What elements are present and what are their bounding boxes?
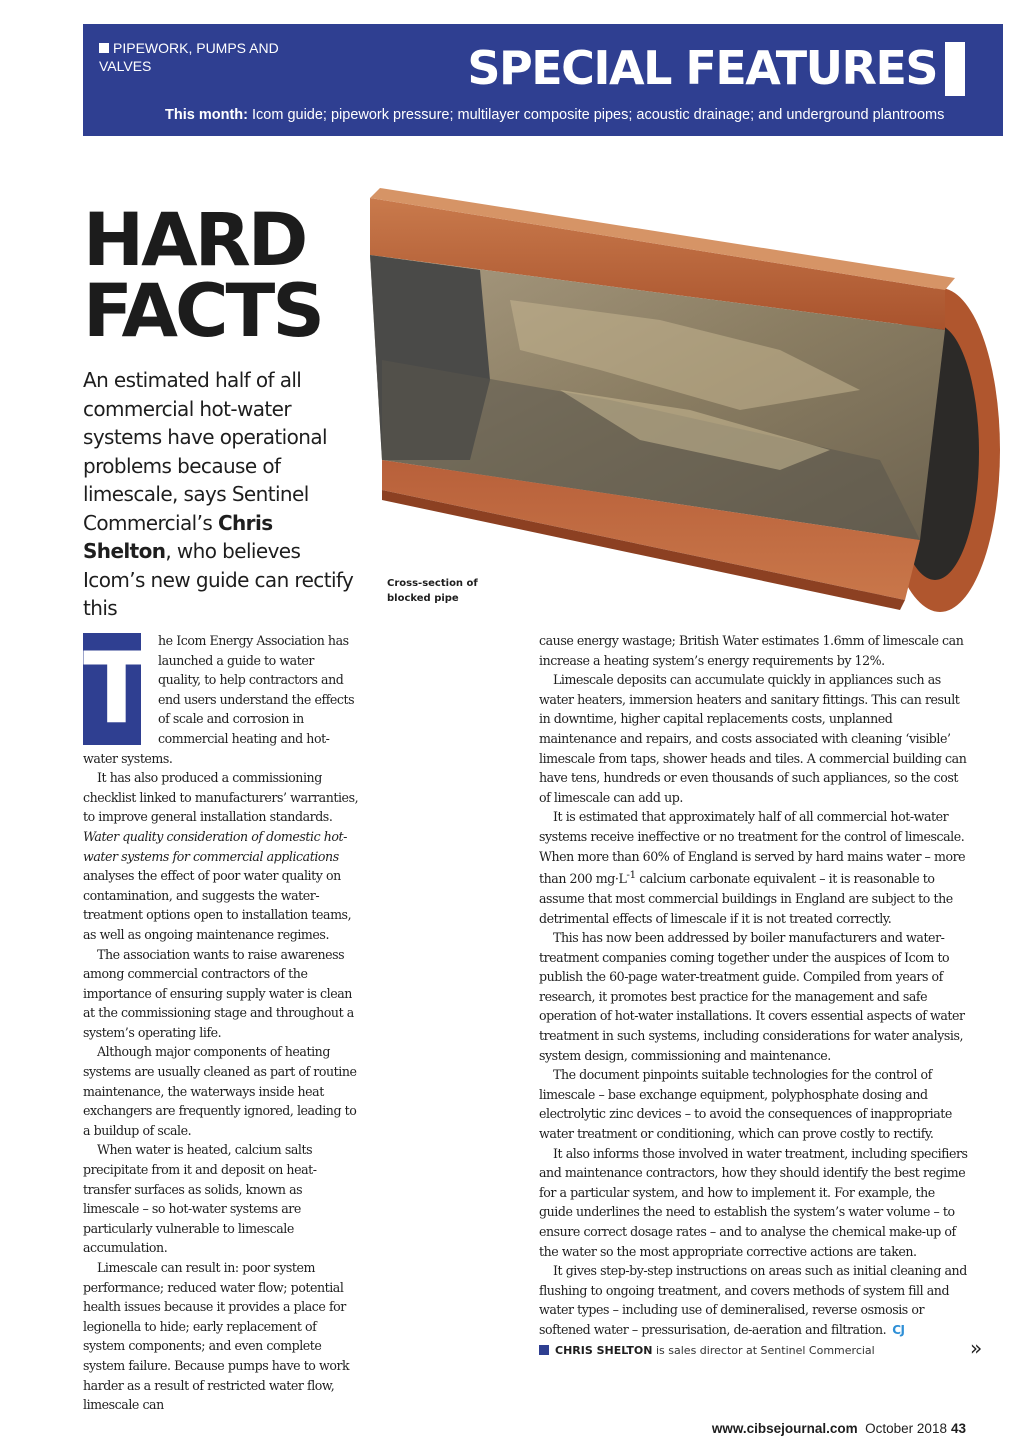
section-banner — [83, 24, 1003, 136]
footer-website: www.cibsejournal.com — [711, 1421, 858, 1436]
this-month-line — [165, 106, 995, 124]
image-caption: Cross-section of blocked pipe — [387, 578, 478, 604]
end-mark: CJ — [892, 1322, 905, 1337]
square-bullet-icon — [539, 1345, 549, 1355]
author-role: is sales director at Sentinel Commercial — [652, 1343, 875, 1357]
body-column-left — [83, 631, 359, 1415]
superscript: -1 — [626, 869, 636, 882]
paragraph: It is estimated that approximately half of all commercial hot-water systems receive ineffective or no treatment for the control of limescale. When more than 60% of England is served by hard mains water – more than 200 $mg\cdot L^{-1}$ calcium carbonate equivalent – it is reasonable to assume that most commercial buildings in England are subject to the detrimental effects of limescale if it is not treated correctly. — [539, 809, 966, 926]
paragraph: The association wants to raise awareness among commercial contractors of the importance of ensuring supply water is clean at the commissioning stage and throughout a system’s operating life. — [83, 946, 354, 1040]
guide-title: Water quality consideration of domestic hot-water systems for commercial applications — [83, 828, 347, 864]
this-month-label: This month: — [165, 107, 248, 123]
page-number: 43 — [950, 1421, 966, 1436]
article-headline: HARD FACTS — [83, 198, 322, 354]
paragraph: This has now been addressed by boiler manufacturers and water-treatment companies coming together under the auspices of Icom to publish the 60-page water-treatment guide. Compiled from years of research, it promotes best practice for the management and safe operation of hot-water installations. It covers essential aspects of water treatment in such systems, including considerations for water analysis, system design, commissioning and maintenance. — [539, 930, 965, 1063]
continue-arrow-icon: » — [970, 1336, 983, 1360]
author-name: CHRIS SHELTON — [555, 1343, 653, 1357]
paragraph: Limescale can result in: poor system performance; reduced water flow; potential health issues because it provides a place for legionella to hide; early replacement of system components; and even complete system failure. Because pumps have to work harder as a result of restricted water flow, limescale can — [83, 1260, 350, 1413]
paragraph: Although major components of heating systems are usually cleaned as part of routine maintenance, the waterways inside heat exchangers are frequently ignored, leading to a buildup of scale. — [83, 1044, 357, 1138]
paragraph: It also informs those involved in water treatment, including specifiers and maintenance contractors, how they should identify the best regime for a particular system, and how to implement it. For example, the guide underlines the need to establish the system’s water volume – to ensure correct dosage rates – and to analyse the chemical make-up of the water so the most appropriate corrective actions are taken. — [539, 1145, 968, 1259]
page-footer — [712, 1421, 966, 1436]
title-bar-decoration — [945, 42, 965, 96]
drop-cap: T — [83, 632, 150, 746]
standfirst: An estimated half of all commercial hot-water systems have operational problems because of limescale, says Sentinel Commercial’s Chris Shelton, who believes Icom’s new guide can rectify this — [83, 368, 354, 620]
paragraph: When water is heated, calcium salts precipitate from it and deposit on heat-transfer surfaces as solids, known as limescale – so hot-water systems are particularly vulnerable to limescale accumulation. — [83, 1142, 317, 1256]
this-month-text: Icom guide; pipework pressure; multilayer composite pipes; acoustic drainage; and underground plantrooms — [252, 107, 945, 123]
paragraph: It has also produced a commissioning checklist linked to manufacturers’ warranties, to improve general installation standards. — [83, 770, 359, 825]
square-bullet-icon — [99, 43, 109, 53]
pipe-cross-section-image — [360, 160, 1010, 620]
author-name-highlight: Chris Shelton — [83, 510, 273, 563]
paragraph: It gives step-by-step instructions on areas such as initial cleaning and flushing to ongoing treatment, and covers methods of system fill and water types – including use of demineralised, reverse osmosis or softened water – pressurisation, de-aeration and filtration. CJ — [539, 1263, 967, 1337]
paragraph: Water quality consideration of domestic hot-water systems for commercial applications analyses the effect of poor water quality on contamination, and suggests the water-treatment options open to installation teams, as well as ongoing maintenance regimes. — [83, 828, 352, 942]
body-column-right — [539, 631, 971, 1359]
footer-issue-date: October 2018 — [865, 1421, 947, 1436]
author-bio — [539, 1343, 971, 1359]
paragraph: he Icom Energy Association has launched a guide to water quality, to help contractors and end users understand the effects of scale and corrosion in commercial heating and hot-water systems. — [83, 633, 355, 766]
paragraph: cause energy wastage; British Water estimates 1.6mm of limescale can increase a heating system’s energy requirements by 12%. — [539, 633, 964, 668]
paragraph: The document pinpoints suitable technologies for the control of limescale – base exchange equipment, polyphosphate dosing and electrolytic zinc devices – to avoid the consequences of inappropriate water treatment or conditioning, which can prove costly to rectify. — [539, 1067, 952, 1142]
section-label: PIPEWORK, PUMPS AND VALVES — [99, 40, 279, 74]
paragraph: Limescale deposits can accumulate quickly in appliances such as water heaters, immersion heaters and sanitary fittings. This can result in downtime, higher capital replacements costs, unplanned maintenance and repairs, and costs associated with cleaning ‘visible’ limescale from taps, shower heads and tiles. A commercial building can have tens, hundreds or even thousands of such appliances, so the cost of limescale can add up. — [539, 672, 967, 805]
banner-title: SPECIAL FEATURES — [467, 41, 937, 95]
